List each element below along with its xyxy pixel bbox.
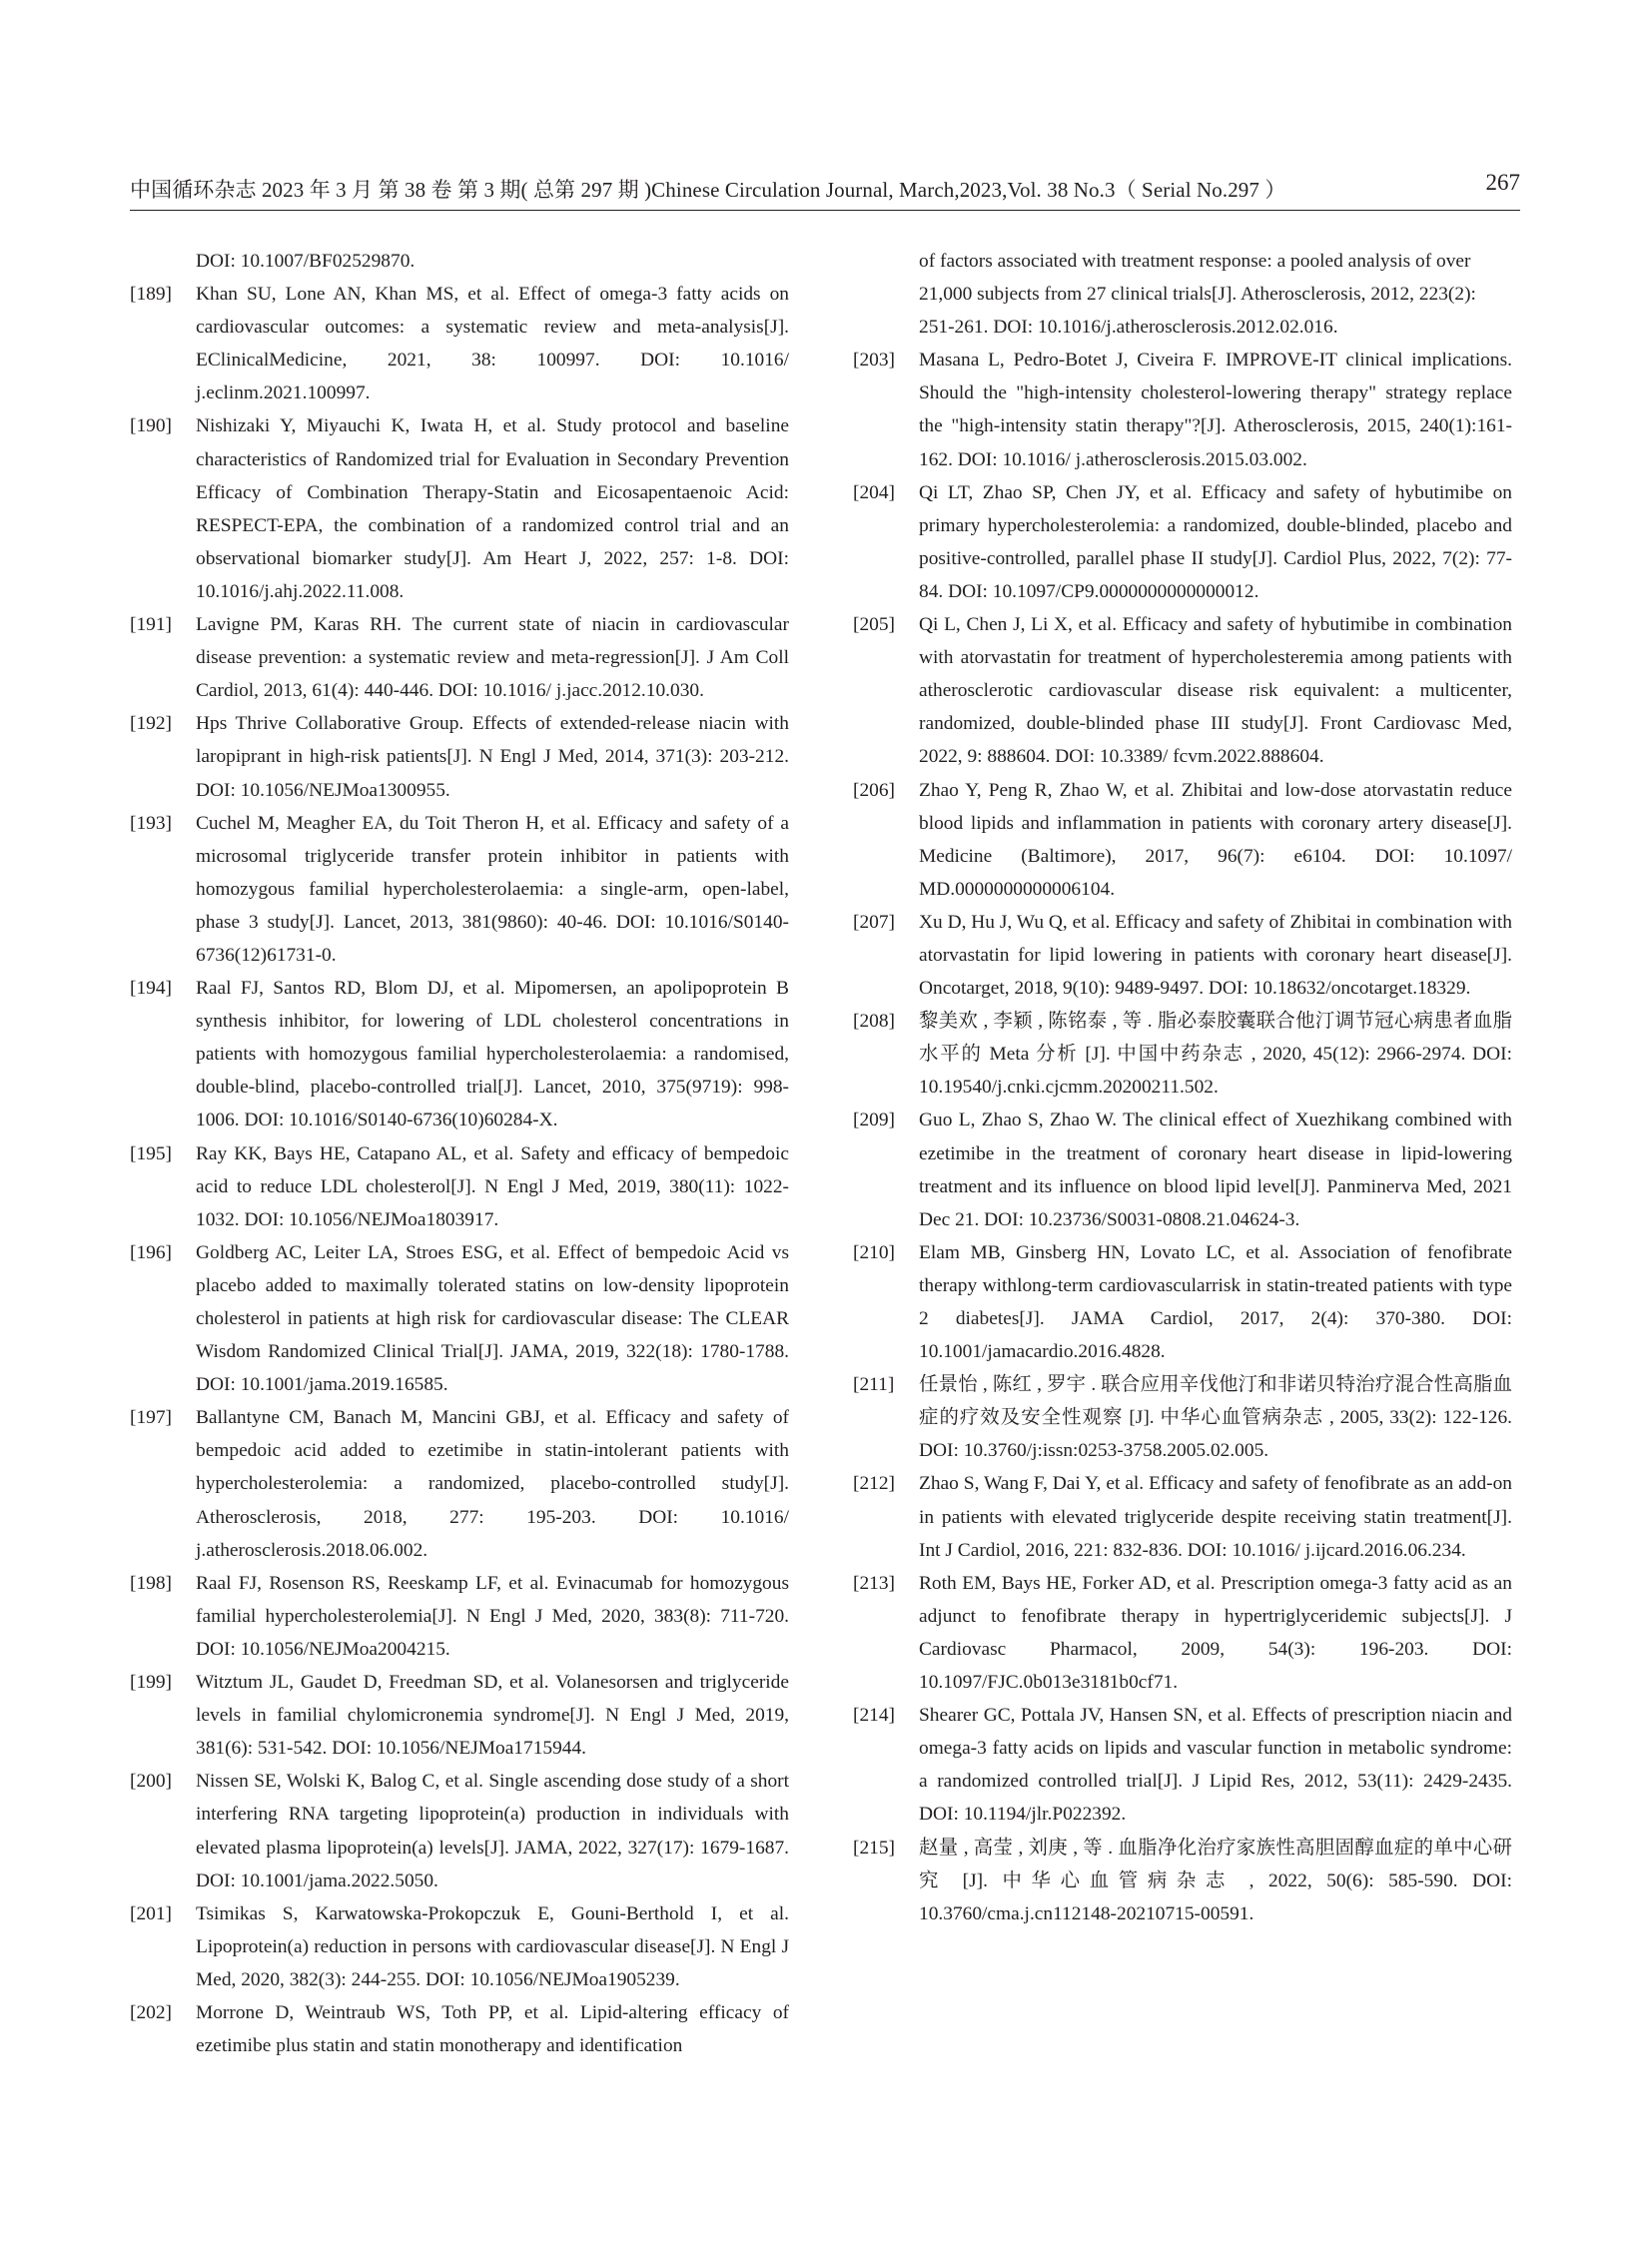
reference-text: Ballantyne CM, Banach M, Mancini GBJ, et al. Efficacy and safety of bempedoic acid added to ezetimibe in statin-intolerant patients with hypercholesterolemia: a randomized, placebo-controlled study[J]. Atherosclerosis, 2018, 277: 195-203. DOI: 10.1016/ j.atherosclerosis.2018.06.002. xyxy=(196,1407,789,1561)
reference-number: [205] xyxy=(853,614,896,636)
reference-text: Zhao S, Wang F, Dai Y, et al. Efficacy and safety of fenofibrate as an add-on in patients with elevated triglyceride despite receiving statin treatment[J]. Int J Cardiol, 2016, 221: 832-836. DOI: 10.1016/ j.ijcard.2016.06.234. xyxy=(919,1473,1512,1561)
reference-item xyxy=(853,1699,1512,1831)
reference-item xyxy=(853,1567,1512,1699)
reference-text: Xu D, Hu J, Wu Q, et al. Efficacy and safety of Zhibitai in combination with atorvastatin for lipid lowering in patients with coronary heart disease[J]. Oncotarget, 2018, 9(10): 9489-9497. DOI: 10.18632/oncotarget.18329. xyxy=(919,911,1512,1000)
reference-item xyxy=(130,972,789,1136)
reference-number: [197] xyxy=(130,1407,173,1429)
reference-text: Raal FJ, Rosenson RS, Reeskamp LF, et al. Evinacumab for homozygous familial hypercholesterolemia[J]. N Engl J Med, 2020, 383(8): 711-720. DOI: 10.1056/NEJMoa2004215. xyxy=(196,1572,789,1660)
reference-number: [210] xyxy=(853,1241,896,1263)
reference-text: Ray KK, Bays HE, Catapano AL, et al. Safety and efficacy of bempedoic acid to reduce LDL cholesterol[J]. N Engl J Med, 2019, 380(11): 1022-1032. DOI: 10.1056/NEJMoa1803917. xyxy=(196,1142,789,1230)
reference-item xyxy=(853,1236,1512,1368)
reference-text: Goldberg AC, Leiter LA, Stroes ESG, et al. Effect of bempedoic Acid vs placebo added to maximally tolerated statins on low-density lipoprotein cholesterol in patients at high risk for cardiovascular disease: The CLEAR Wisdom Randomized Clinical Trial[J]. JAMA, 2019, 322(18): 1780-1788. DOI: 10.1001/jama.2019.16585. xyxy=(196,1241,789,1396)
reference-number: [200] xyxy=(130,1771,173,1793)
reference-text: 黎美欢 , 李颖 , 陈铭泰 , 等 . 脂必泰胶囊联合他汀调节冠心病患者血脂水平的 Meta 分析 [J]. 中国中药杂志 , 2020, 45(12): 2966-2974. DOI: 10.19540/j.cnki.cjcmm.20200211.502. xyxy=(919,1011,1512,1099)
reference-item xyxy=(853,906,1512,1005)
running-header xyxy=(130,170,1520,210)
reference-item xyxy=(853,1832,1512,1930)
reference-number: [213] xyxy=(853,1572,896,1594)
reference-number: [195] xyxy=(130,1142,173,1164)
reference-item xyxy=(130,1996,789,2062)
reference-number: [212] xyxy=(853,1473,896,1495)
reference-item xyxy=(130,1137,789,1236)
reference-number: [201] xyxy=(130,1902,173,1924)
reference-item xyxy=(130,807,789,972)
reference-item xyxy=(853,1467,1512,1566)
reference-item xyxy=(130,278,789,409)
reference-number: [207] xyxy=(853,911,896,933)
reference-number: [211] xyxy=(853,1374,895,1396)
reference-number: [191] xyxy=(130,614,173,636)
reference-number: [203] xyxy=(853,350,896,372)
reference-text: Masana L, Pedro-Botet J, Civeira F. IMPROVE-IT clinical implications. Should the "high-intensity cholesterol-lowering therapy" strategy replace the "high-intensity statin therapy"?[J]. Atherosclerosis, 2015, 240(1):161-162. DOI: 10.1016/ j.atherosclerosis.2015.03.002. xyxy=(919,350,1512,470)
reference-text: Hps Thrive Collaborative Group. Effects of extended-release niacin with laropiprant in high-risk patients[J]. N Engl J Med, 2014, 371(3): 203-212. DOI: 10.1056/NEJMoa1300955. xyxy=(196,713,789,801)
reference-item xyxy=(130,1765,789,1896)
reference-text: Witztum JL, Gaudet D, Freedman SD, et al. Volanesorsen and triglyceride levels in familial chylomicronemia syndrome[J]. N Engl J Med, 2019, 381(6): 531-542. DOI: 10.1056/NEJMoa1715944. xyxy=(196,1672,789,1760)
reference-text: Qi L, Chen J, Li X, et al. Efficacy and safety of hybutimibe in combination with atorvastatin for treatment of hypercholesteremia among patients with atherosclerotic cardiovascular disease risk equivalent: a multicenter, randomized, double-blinded phase III study[J]. Front Cardiovasc Med, 2022, 9: 888604. DOI: 10.3389/ fcvm.2022.888604. xyxy=(919,614,1512,768)
reference-number: [208] xyxy=(853,1011,896,1033)
reference-text: 赵量 , 高莹 , 刘庚 , 等 . 血脂净化治疗家族性高胆固醇血症的单中心研究 [J]. 中华心血管病杂志 , 2022, 50(6): 585-590. DOI: 10.3760/cma.j.cn112148-20210715-00591. xyxy=(919,1837,1512,1924)
reference-number: [204] xyxy=(853,481,896,503)
reference-number: [190] xyxy=(130,415,173,437)
page-number: 267 xyxy=(1485,170,1520,195)
reference-item xyxy=(853,608,1512,773)
reference-text: Elam MB, Ginsberg HN, Lovato LC, et al. Association of fenofibrate therapy withlong-term cardiovascularrisk in statin-treated patients with type 2 diabetes[J]. JAMA Cardiol, 2017, 2(4): 370-380. DOI: 10.1001/jamacardio.2016.4828. xyxy=(919,1241,1512,1363)
reference-number: [215] xyxy=(853,1837,896,1859)
reference-item xyxy=(130,409,789,608)
reference-list xyxy=(130,278,789,2062)
reference-item xyxy=(130,1401,789,1566)
reference-number: [198] xyxy=(130,1572,173,1594)
left-column xyxy=(130,245,789,2062)
reference-list xyxy=(853,344,1512,1930)
right-column xyxy=(853,245,1512,1930)
reference-item xyxy=(853,774,1512,906)
reference-text: Roth EM, Bays HE, Forker AD, et al. Prescription omega-3 fatty acid as an adjunct to fenofibrate therapy in hypertriglyceridemic subjects[J]. J Cardiovasc Pharmacol, 2009, 54(3): 196-203. DOI: 10.1097/FJC.0b013e3181b0cf71. xyxy=(919,1572,1512,1694)
reference-item xyxy=(853,476,1512,608)
reference-number: [202] xyxy=(130,2001,173,2023)
reference-item xyxy=(130,707,789,806)
reference-text: 任景怡 , 陈红 , 罗宇 . 联合应用辛伐他汀和非诺贝特治疗混合性高脂血症的疗效及安全性观察 [J]. 中华心血管病杂志 , 2005, 33(2): 122-126. DOI: 10.3760/j:issn:0253-3758.2005.02.005. xyxy=(919,1374,1512,1462)
reference-text: Zhao Y, Peng R, Zhao W, et al. Zhibitai and low-dose atorvastatin reduce blood lipids and inflammation in patients with coronary artery disease[J]. Medicine (Baltimore), 2017, 96(7): e6104. DOI: 10.1097/ MD.0000000000006104. xyxy=(919,779,1512,900)
reference-text: Lavigne PM, Karas RH. The current state of niacin in cardiovascular disease prevention: a systematic review and meta-regression[J]. J Am Coll Cardiol, 2013, 61(4): 440-446. DOI: 10.1016/ j.jacc.2012.10.030. xyxy=(196,614,789,702)
reference-item xyxy=(130,1236,789,1401)
reference-number: [196] xyxy=(130,1241,173,1263)
reference-number: [206] xyxy=(853,779,896,801)
reference-number: [209] xyxy=(853,1110,896,1131)
reference-item xyxy=(130,1666,789,1765)
reference-text: Guo L, Zhao S, Zhao W. The clinical effect of Xuezhikang combined with ezetimibe in the treatment of coronary heart disease in lipid-lowering treatment and its influence on blood lipid level[J]. Panminerva Med, 2021 Dec 21. DOI: 10.23736/S0031-0808.21.04624-3. xyxy=(919,1110,1512,1230)
journal-running-title: 中国循环杂志 2023 年 3 月 第 38 卷 第 3 期( 总第 297 期 )Chinese Circulation Journal, March,2023,Vol. 38 No.3（ Serial No.297 ） xyxy=(130,178,1286,202)
reference-number: [192] xyxy=(130,713,173,735)
reference-number: [194] xyxy=(130,978,173,1000)
reference-text: Qi LT, Zhao SP, Chen JY, et al. Efficacy and safety of hybutimibe on primary hypercholesterolemia: a randomized, double-blinded, placebo and positive-controlled, parallel phase II study[J]. Cardiol Plus, 2022, 7(2): 77-84. DOI: 10.1097/CP9.0000000000000012. xyxy=(919,481,1512,602)
reference-item xyxy=(130,1567,789,1666)
reference-text: Shearer GC, Pottala JV, Hansen SN, et al. Effects of prescription niacin and omega-3 fatty acids on lipids and vascular function in metabolic syndrome: a randomized controlled trial[J]. J Lipid Res, 2012, 53(11): 2429-2435. DOI: 10.1194/jlr.P022392. xyxy=(919,1705,1512,1826)
reference-number: [189] xyxy=(130,284,173,306)
reference-number: [214] xyxy=(853,1705,896,1727)
reference-continuation: of factors associated with treatment response: a pooled analysis of over 21,000 subjects from 27 clinical trials[J]. Atherosclerosis, 2012, 223(2): 251-261. DOI: 10.1016/j.atherosclerosis.2012.02.016. xyxy=(919,251,1476,339)
reference-number: [199] xyxy=(130,1672,173,1694)
reference-item xyxy=(853,1104,1512,1235)
reference-item xyxy=(853,1368,1512,1467)
reference-item xyxy=(130,608,789,707)
reference-text: Morrone D, Weintraub WS, Toth PP, et al. Lipid-altering efficacy of ezetimibe plus statin and statin monotherapy and identification xyxy=(196,2001,789,2057)
reference-text: Raal FJ, Santos RD, Blom DJ, et al. Mipomersen, an apolipoprotein B synthesis inhibitor, for lowering of LDL cholesterol concentrations in patients with homozygous familial hypercholesterolaemia: a randomised, double-blind, placebo-controlled trial[J]. Lancet, 2010, 375(9719): 998-1006. DOI: 10.1016/S0140-6736(10)60284-X. xyxy=(196,978,789,1131)
reference-item xyxy=(853,344,1512,475)
reference-text: Tsimikas S, Karwatowska-Prokopczuk E, Gouni-Berthold I, et al. Lipoprotein(a) reduction in persons with cardiovascular disease[J]. N Engl J Med, 2020, 382(3): 244-255. DOI: 10.1056/NEJMoa1905239. xyxy=(196,1902,789,1990)
reference-item xyxy=(130,1897,789,1996)
reference-continuation: DOI: 10.1007/BF02529870. xyxy=(196,251,415,272)
reference-text: Nishizaki Y, Miyauchi K, Iwata H, et al. Study protocol and baseline characteristics of Randomized trial for Evaluation in Secondary Prevention Efficacy of Combination Therapy-Statin and Eicosapentaenoic Acid: RESPECT-EPA, the combination of a randomized control trial and an observational biomarker study[J]. Am Heart J, 2022, 257: 1-8. DOI: 10.1016/j.ahj.2022.11.008. xyxy=(196,415,789,602)
reference-number: [193] xyxy=(130,812,173,834)
reference-text: Khan SU, Lone AN, Khan MS, et al. Effect of omega-3 fatty acids on cardiovascular outcomes: a systematic review and meta-analysis[J]. EClinicalMedicine, 2021, 38: 100997. DOI: 10.1016/ j.eclinm.2021.100997. xyxy=(196,284,789,404)
reference-text: Cuchel M, Meagher EA, du Toit Theron H, et al. Efficacy and safety of a microsomal triglyceride transfer protein inhibitor in patients with homozygous familial hypercholesterolaemia: a single-arm, open-label, phase 3 study[J]. Lancet, 2013, 381(9860): 40-46. DOI: 10.1016/S0140-6736(12)61731-0. xyxy=(196,812,789,966)
header-rule xyxy=(130,210,1520,211)
reference-item xyxy=(853,1005,1512,1104)
reference-text: Nissen SE, Wolski K, Balog C, et al. Single ascending dose study of a short interfering RNA targeting lipoprotein(a) production in individuals with elevated plasma lipoprotein(a) levels[J]. JAMA, 2022, 327(17): 1679-1687. DOI: 10.1001/jama.2022.5050. xyxy=(196,1771,789,1891)
